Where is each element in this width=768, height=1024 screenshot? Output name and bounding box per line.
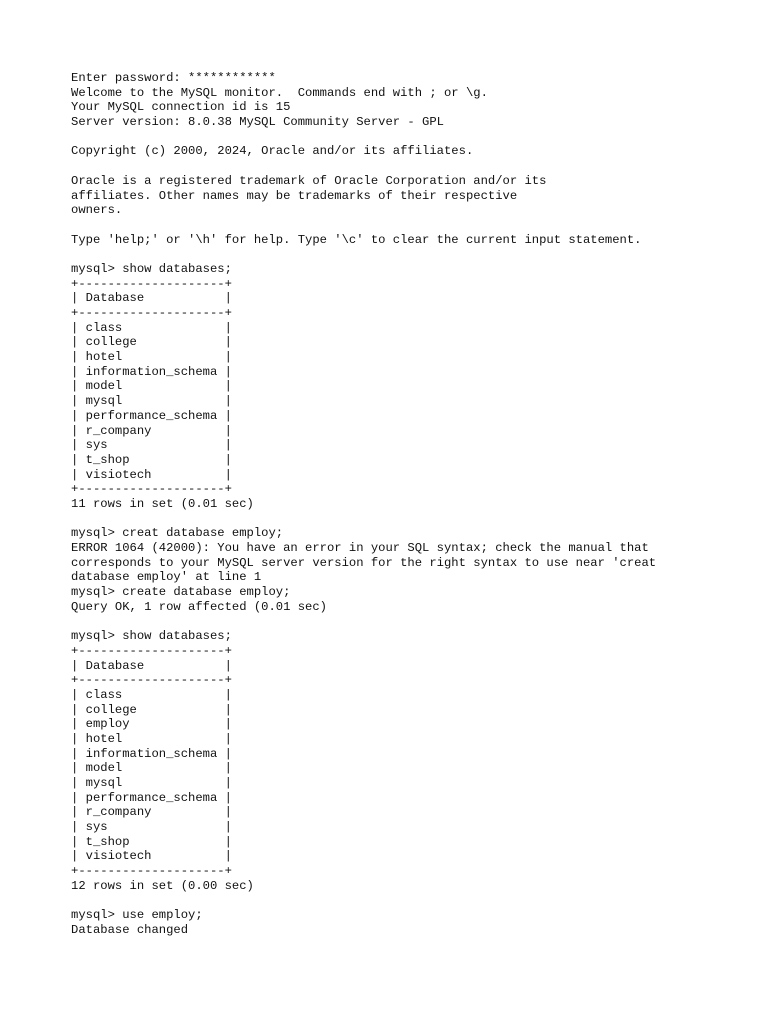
table-row: | visiotech | [71,467,232,482]
table-row: | class | [71,320,232,335]
connection-id-line: Your MySQL connection id is 15 [71,100,291,115]
table-row: | r_company | [71,805,232,820]
blank-line [71,512,751,527]
server-version-line: Server version: 8.0.38 MySQL Community Server - GPL [71,115,444,130]
database-changed-line: Database changed [71,922,189,937]
command-line: mysql> show databases; [71,261,232,276]
table-row: | t_shop | [71,452,232,467]
blank-line [71,159,751,174]
table-row: | sys | [71,820,232,835]
table-header: | Database | [71,291,232,306]
table-row: | class | [71,687,232,702]
table-row: | employ | [71,717,232,732]
table-row: | performance_schema | [71,790,232,805]
table-row: | performance_schema | [71,408,232,423]
table-row: | mysql | [71,394,232,409]
query-ok-line: Query OK, 1 row affected (0.01 sec) [71,599,327,614]
error-line: ERROR 1064 (42000): You have an error in your SQL syntax; check the manual that [71,541,649,555]
error-line: database employ' at line 1 [71,570,262,585]
trademark-line: affiliates. Other names may be trademarks of their respective [71,188,518,203]
blank-line [71,247,751,262]
trademark-line: Oracle is a registered trademark of Oracle Corporation and/or its [71,173,547,188]
table-header: | Database | [71,658,232,673]
table-border: +--------------------+ [71,276,232,291]
error-line: corresponds to your MySQL server version for the right syntax to use near 'creat [71,555,657,570]
result-summary-line: 11 rows in set (0.01 sec) [71,496,254,511]
table-row: | hotel | [71,731,232,746]
terminal-transcript [71,71,751,938]
command-line: mysql> show databases; [71,629,232,644]
table-row: | r_company | [71,423,232,438]
copyright-line: Copyright (c) 2000, 2024, Oracle and/or its affiliates. [71,144,474,159]
command-line: mysql> creat database employ; [71,526,284,541]
table-border: +--------------------+ [71,673,232,688]
table-row: | hotel | [71,350,232,365]
table-row: | model | [71,379,232,394]
table-row: | information_schema | [71,364,232,379]
table-border: +--------------------+ [71,482,232,497]
table-row: | visiotech | [71,849,232,864]
table-row: | college | [71,702,232,717]
table-row: | information_schema | [71,746,232,761]
table-border: +--------------------+ [71,643,232,658]
table-border: +--------------------+ [71,306,232,320]
command-line: mysql> use employ; [71,908,203,923]
welcome-line: Welcome to the MySQL monitor. Commands end with ; or \g. [71,85,488,100]
table-row: | sys | [71,438,232,453]
blank-line [71,130,751,145]
trademark-line: owners. [71,203,123,218]
table-border: +--------------------+ [71,864,232,879]
password-prompt-line: Enter password: ************ [71,71,276,85]
table-row: | mysql | [71,776,232,790]
table-row: | college | [71,335,232,350]
table-row: | model | [71,761,232,776]
blank-line [71,894,751,909]
help-hint-line: Type 'help;' or '\h' for help. Type '\c' to clear the current input statement. [71,232,642,247]
blank-line [71,614,751,629]
blank-line [71,218,751,233]
table-row: | t_shop | [71,834,232,849]
result-summary-line: 12 rows in set (0.00 sec) [71,878,254,893]
command-line: mysql> create database employ; [71,585,291,600]
